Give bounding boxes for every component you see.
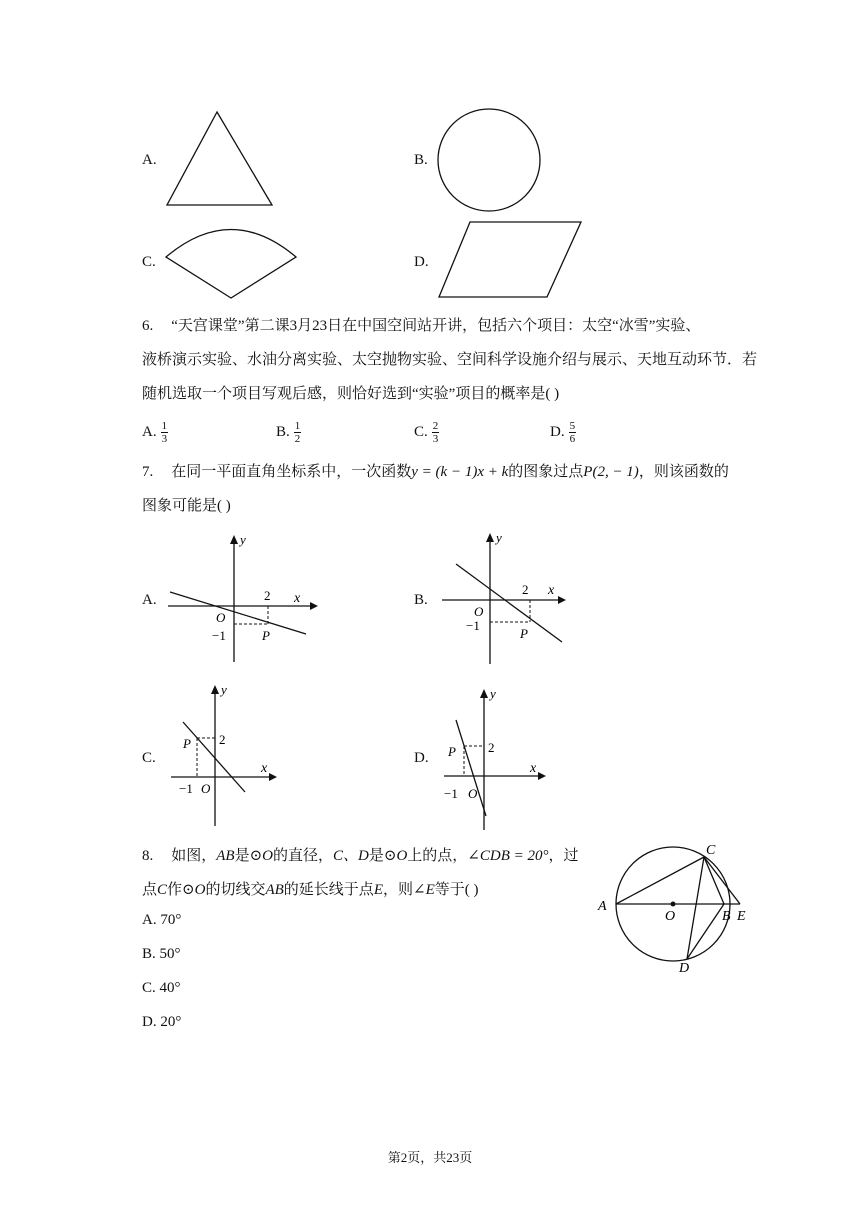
math: C、D xyxy=(333,848,369,864)
fraction xyxy=(294,420,302,445)
text: 的图象过点 xyxy=(508,464,584,480)
origin-label: O xyxy=(474,604,484,619)
center-o-label: O xyxy=(665,909,676,924)
q7-graph-a xyxy=(160,530,320,670)
option-label: C. xyxy=(414,423,428,440)
x-axis-label: x xyxy=(530,761,537,776)
math: AB xyxy=(265,882,284,898)
option-label: A. xyxy=(142,423,157,440)
point-label: P xyxy=(183,736,191,751)
q7-option-a-label: A. xyxy=(142,592,157,608)
denominator: 2 xyxy=(294,433,301,445)
q7-graph-c xyxy=(165,680,285,830)
origin-label: O xyxy=(201,781,211,796)
x-axis-label: x xyxy=(294,591,301,606)
q8-text-line-2 xyxy=(142,878,478,899)
q6-text-line-3: 随机选取一个项目写观后感，则恰好选到“实验”项目的概率是( ) xyxy=(142,386,560,402)
q5-sector-figure xyxy=(164,220,298,300)
point-a-label: A xyxy=(598,899,607,914)
origin-label: O xyxy=(216,610,226,625)
q8-number: 8. xyxy=(142,848,154,864)
option-label: A. xyxy=(142,912,157,928)
math: ∠CDB = 20° xyxy=(467,848,549,864)
q6-option-c xyxy=(414,420,439,445)
text: 是⊙ xyxy=(234,848,263,864)
q7-graph-d xyxy=(440,684,552,834)
q6-line1: “天宫课堂”第二课3月23日在中国空间站开讲，包括六个项目：太空“冰雪”实验、 xyxy=(171,318,701,334)
option-label: D. xyxy=(550,423,565,440)
option-label: D. xyxy=(142,1014,157,1030)
fraction xyxy=(569,420,577,445)
q5-option-c-label: C. xyxy=(142,254,156,270)
denominator: 6 xyxy=(569,433,576,445)
option-value: 70° xyxy=(160,912,182,928)
tick-label: −1 xyxy=(466,618,480,633)
numerator: 1 xyxy=(294,420,301,432)
tick-label: −1 xyxy=(179,781,193,796)
page-footer: 第2页，共23页 xyxy=(387,1150,473,1165)
text: 作⊙ xyxy=(167,882,195,898)
q6-option-d xyxy=(550,420,576,445)
option-value: 50° xyxy=(159,946,181,962)
q7-text-line-1 xyxy=(142,460,729,481)
point-label: P xyxy=(520,626,528,641)
tick-label: 2 xyxy=(219,732,226,747)
q5-circle-figure xyxy=(437,108,543,214)
q6-text-line-2: 液桥演示实验、水油分离实验、太空抛物实验、空间科学设施介绍与展示、天地互动环节．若 xyxy=(142,352,758,368)
q6-option-a xyxy=(142,420,168,445)
point: P(2, − 1) xyxy=(583,464,639,480)
q5-parallelogram-figure xyxy=(437,220,583,300)
q8-option-b xyxy=(142,946,181,963)
q6-number: 6. xyxy=(142,318,154,334)
q5-option-a-label: A. xyxy=(142,152,157,168)
q6-text-line-1 xyxy=(142,314,700,335)
y-axis-label: y xyxy=(490,686,496,701)
text: 在同一平面直角坐标系中，一次函数 xyxy=(171,464,412,480)
math: O xyxy=(194,882,206,898)
numerator: 1 xyxy=(161,420,168,432)
q8-option-c xyxy=(142,980,181,997)
q7-text-line-2: 图象可能是( ) xyxy=(142,498,231,514)
text: 上的点， xyxy=(407,848,468,864)
math: O xyxy=(262,848,274,864)
x-axis-label: x xyxy=(548,583,555,598)
math: O xyxy=(396,848,408,864)
y-axis-label: y xyxy=(496,530,502,545)
math: AB xyxy=(216,848,235,864)
y-axis-label: y xyxy=(221,682,227,697)
text: 的直径， xyxy=(273,848,334,864)
text: 等于( ) xyxy=(434,882,479,898)
q7-option-b-label: B. xyxy=(414,592,428,608)
q5-option-d-label: D. xyxy=(414,254,429,270)
option-value: 40° xyxy=(159,980,181,996)
y-axis-label: y xyxy=(240,532,246,547)
text: ，则 xyxy=(382,882,413,898)
q8-circle-figure xyxy=(596,840,756,975)
text: 如图， xyxy=(171,848,217,864)
q8-option-d xyxy=(142,1014,181,1031)
text: 的切线交 xyxy=(205,882,266,898)
text: 点 xyxy=(142,882,158,898)
option-label: B. xyxy=(276,423,290,440)
text: 的延长线于点 xyxy=(283,882,374,898)
tick-label: 2 xyxy=(522,582,529,597)
origin-label: O xyxy=(468,786,478,801)
q7-option-c-label: C. xyxy=(142,750,156,766)
math: C xyxy=(157,882,168,898)
tick-label: 2 xyxy=(264,588,271,603)
option-label: B. xyxy=(142,946,156,962)
q6-option-b xyxy=(276,420,301,445)
point-e-label: E xyxy=(737,909,746,924)
text: 是⊙ xyxy=(368,848,397,864)
math: E xyxy=(373,882,383,898)
point-b-label: B xyxy=(722,909,731,924)
point-label: P xyxy=(262,628,270,643)
x-axis-label: x xyxy=(261,761,268,776)
point-c-label: C xyxy=(706,843,716,858)
q8-option-a xyxy=(142,912,181,929)
option-value: 20° xyxy=(160,1014,182,1030)
fraction xyxy=(432,420,440,445)
q7-option-d-label: D. xyxy=(414,750,429,766)
math: ∠E xyxy=(413,882,435,898)
q8-text-line-1 xyxy=(142,844,579,865)
tick-label: 2 xyxy=(488,740,495,755)
tick-label: −1 xyxy=(444,786,458,801)
numerator: 5 xyxy=(569,420,576,432)
formula: y = (k − 1)x + k xyxy=(411,464,509,480)
fraction xyxy=(161,420,169,445)
tick-label: −1 xyxy=(212,628,226,643)
q7-graph-b xyxy=(436,528,576,670)
text: ，则该函数的 xyxy=(638,464,729,480)
q7-number: 7. xyxy=(142,464,154,480)
option-label: C. xyxy=(142,980,156,996)
text: ，过 xyxy=(548,848,579,864)
q5-triangle-figure xyxy=(165,110,275,210)
point-label: P xyxy=(448,744,456,759)
point-d-label: D xyxy=(679,961,690,976)
denominator: 3 xyxy=(432,433,439,445)
numerator: 2 xyxy=(432,420,439,432)
q5-option-b-label: B. xyxy=(414,152,428,168)
denominator: 3 xyxy=(161,433,168,445)
